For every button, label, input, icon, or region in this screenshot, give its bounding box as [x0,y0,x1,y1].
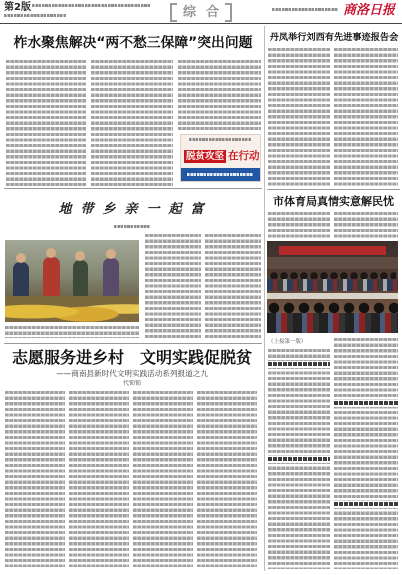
section-label-box [170,3,232,22]
article-body-text [205,234,261,338]
campaign-graphic [180,134,261,182]
article-subhead [268,361,330,368]
newspaper-logo: 商洛日报 [343,3,396,18]
article-subhead [268,456,330,463]
person-head [75,251,85,261]
campaign-graphic-caption-line [189,138,251,141]
header-info-line [32,4,150,7]
article-body-text [178,60,261,130]
campaign-graphic-title [184,147,260,164]
campaign-title-main: 脱贫攻坚 [186,151,225,162]
article-body-text [6,60,86,186]
header-right-info-line [272,8,338,11]
left-bottom-byline: 代锁锁 [122,380,141,387]
meeting-table [267,293,398,299]
page-number-label: 第2版 [4,2,31,13]
meeting-photo [267,241,398,333]
campaign-title-sub: 在行动 [228,150,260,162]
left-middle-headline: 地带乡亲一起富 [58,202,213,217]
article-body-text [334,212,398,238]
right-middle-headline: 市体育局真情实意解民忧 [273,195,394,208]
article-body-text [133,391,193,567]
article-body-text [5,391,65,567]
article-body-text [268,48,330,186]
campaign-banner-text-line [187,173,253,176]
person-head [46,248,56,258]
right-top-headline: 丹凤举行刘西有先进事迹报告会 [269,32,399,43]
left-separator-2 [4,343,262,344]
article-body-text [334,338,398,569]
article-body-text [197,391,257,567]
header-rule [0,23,402,24]
campaign-graphic-banner [181,168,260,181]
meeting-wall [267,257,398,269]
left-bottom-headline: 志愿服务进乡村 文明实践促脱贫 [11,348,252,367]
continuation-note: （上接第一版） [268,339,307,345]
header-date-line [4,14,66,17]
crowd-row-bodies [267,279,398,291]
article-body-text [145,234,201,338]
article-body-text [69,391,129,567]
left-separator-1 [4,188,262,189]
right-separator [267,189,400,190]
section-divider [264,26,265,571]
article-subhead [334,501,398,508]
harvest-photo [5,240,139,322]
section-label: 综合 [182,5,229,20]
article-body-text [268,212,330,238]
article-subhead [334,400,398,407]
crowd-row-bodies [267,313,398,333]
meeting-banner [279,246,386,255]
left-middle-byline [114,225,150,228]
article-body-text [91,60,173,186]
produce-pile [5,296,139,322]
person-head [16,253,26,263]
article-body-text [5,326,139,338]
left-bottom-subtitle: ——商南县新时代文明实践活动系列报道之九 [56,369,208,378]
left-top-headline: 柞水聚焦解决“两不愁三保障”突出问题 [13,35,253,51]
person-head [106,249,116,259]
article-body-text [334,48,398,186]
